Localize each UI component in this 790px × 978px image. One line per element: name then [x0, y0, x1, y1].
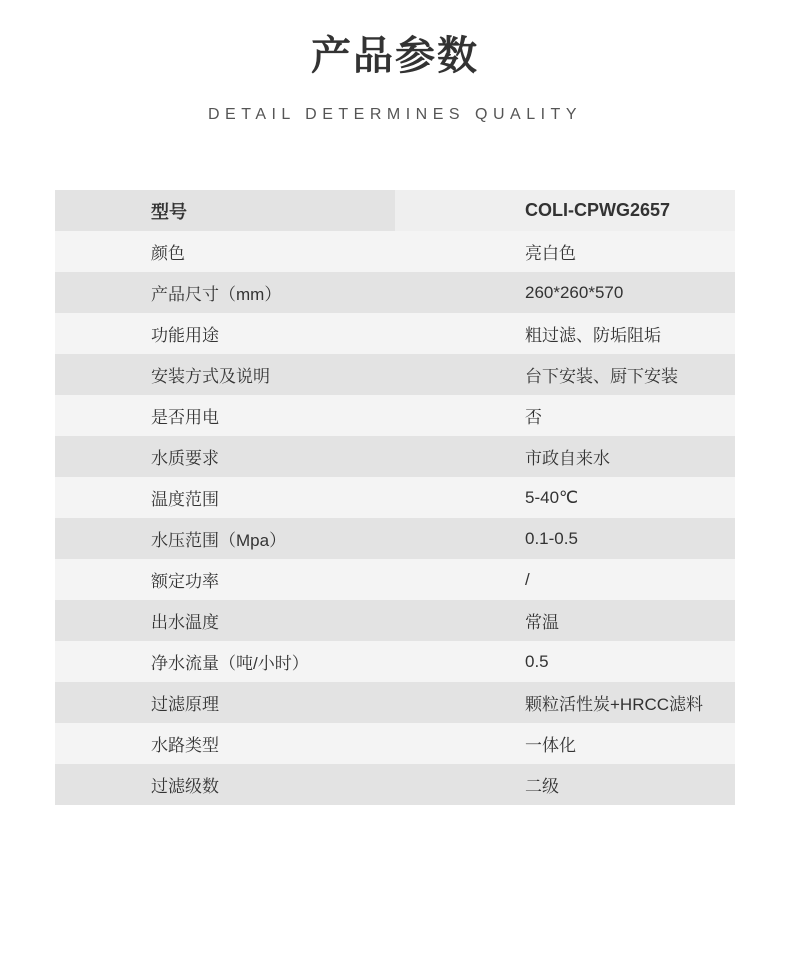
table-row [55, 723, 735, 764]
table-header-label: 型号 [55, 190, 395, 231]
table-row [55, 436, 735, 477]
table-row [55, 600, 735, 641]
row-value: 0.1-0.5 [395, 518, 735, 559]
row-label: 水质要求 [55, 436, 395, 477]
table-row [55, 313, 735, 354]
table-row [55, 682, 735, 723]
table-row [55, 354, 735, 395]
row-label: 颜色 [55, 231, 395, 272]
row-value: 5-40℃ [395, 477, 735, 518]
table-row [55, 395, 735, 436]
row-value: 0.5 [395, 641, 735, 682]
specification-table-body [55, 190, 735, 805]
table-row [55, 764, 735, 805]
row-label: 功能用途 [55, 313, 395, 354]
row-value: 二级 [395, 764, 735, 805]
row-label: 净水流量（吨/小时） [55, 641, 395, 682]
row-value: 否 [395, 395, 735, 436]
table-header-value: COLI-CPWG2657 [395, 190, 735, 231]
row-value: 常温 [395, 600, 735, 641]
page-subtitle: DETAIL DETERMINES QUALITY [208, 106, 582, 123]
row-value: 台下安装、厨下安装 [395, 354, 735, 395]
row-label: 出水温度 [55, 600, 395, 641]
row-label: 水路类型 [55, 723, 395, 764]
row-label: 额定功率 [55, 559, 395, 600]
table-row [55, 518, 735, 559]
table-row [55, 477, 735, 518]
specification-table [55, 190, 735, 805]
row-value: 颗粒活性炭+HRCC滤料 [395, 682, 735, 723]
row-value: / [395, 559, 735, 600]
table-row [55, 231, 735, 272]
row-value: 市政自来水 [395, 436, 735, 477]
row-value: 一体化 [395, 723, 735, 764]
row-label: 产品尺寸（mm） [55, 272, 395, 313]
row-label: 过滤级数 [55, 764, 395, 805]
table-row [55, 641, 735, 682]
row-label: 是否用电 [55, 395, 395, 436]
row-value: 亮白色 [395, 231, 735, 272]
table-row [55, 559, 735, 600]
table-header-row [55, 190, 735, 231]
page-header [0, 0, 790, 124]
row-label: 安装方式及说明 [55, 354, 395, 395]
row-label: 水压范围（Mpa） [55, 518, 395, 559]
row-label: 温度范围 [55, 477, 395, 518]
table-row [55, 272, 735, 313]
row-label: 过滤原理 [55, 682, 395, 723]
page-title: 产品参数 [311, 34, 479, 78]
row-value: 粗过滤、防垢阻垢 [395, 313, 735, 354]
row-value: 260*260*570 [395, 272, 735, 313]
